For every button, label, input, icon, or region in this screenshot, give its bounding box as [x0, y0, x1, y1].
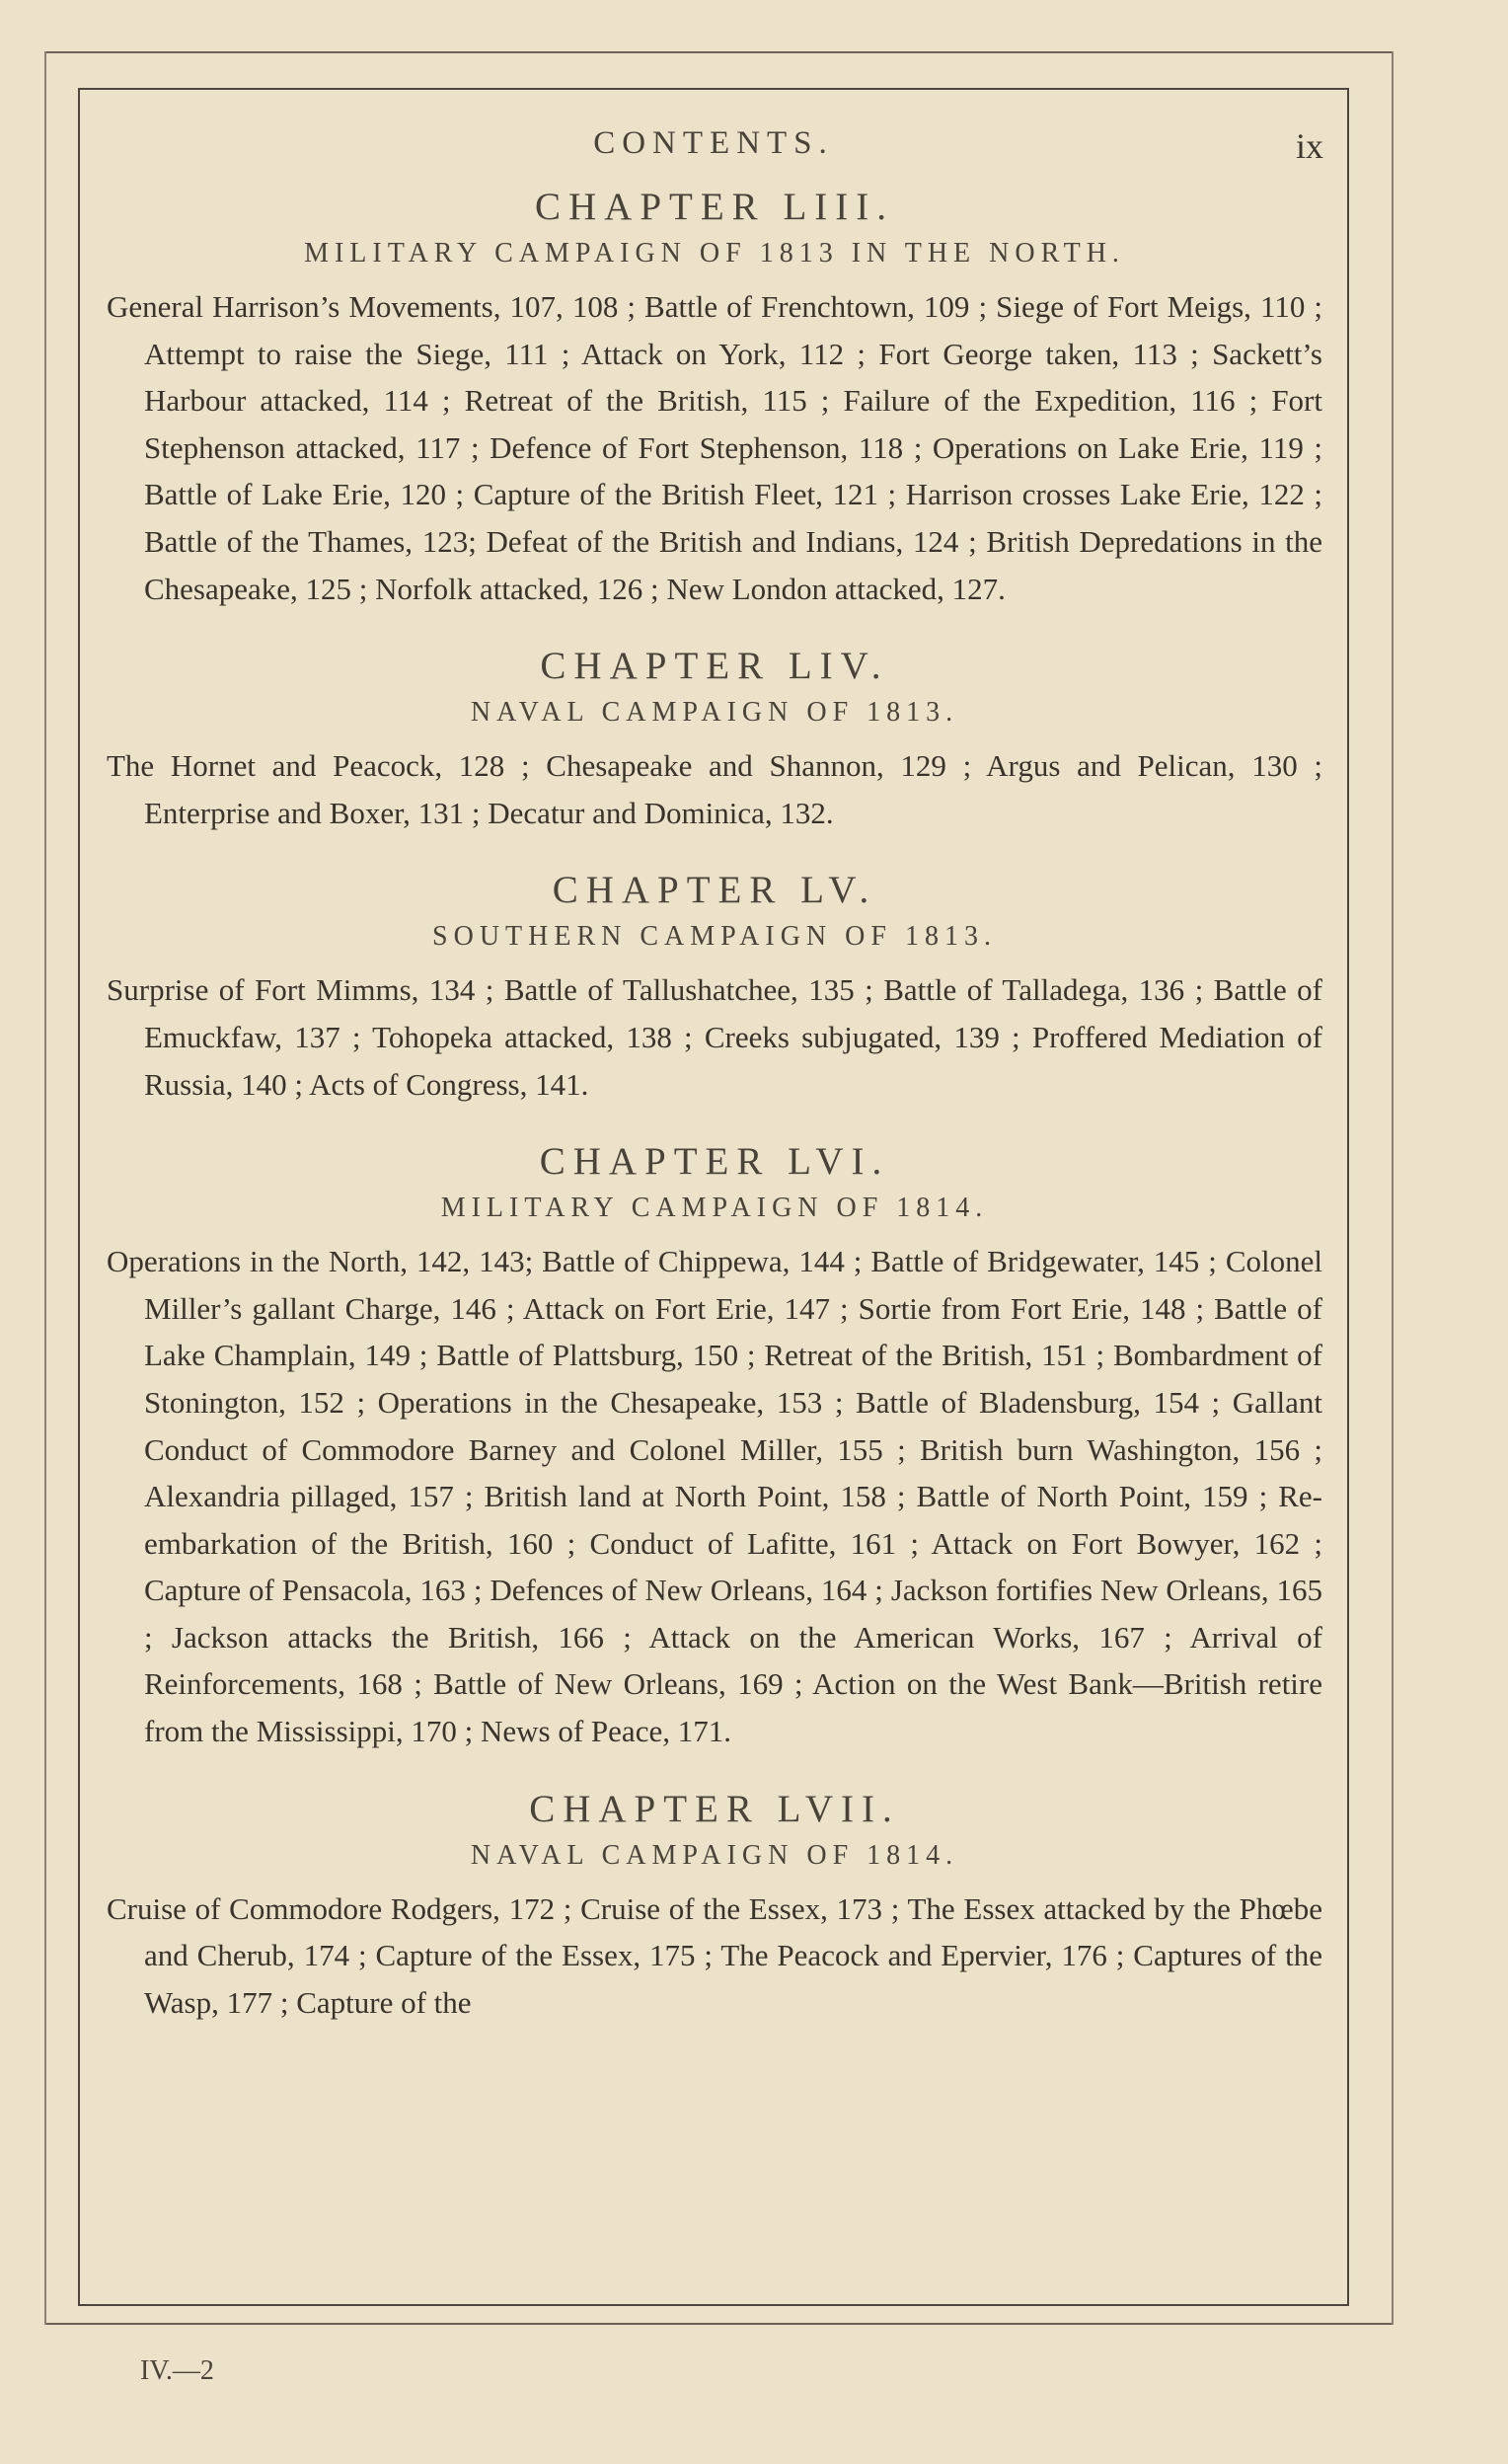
chapter-56: [107, 1137, 1322, 1755]
section-gap: [107, 836, 1322, 866]
section-gap: [107, 612, 1322, 642]
running-head-title: CONTENTS.: [593, 125, 834, 161]
chapter-summary: Cruise of Commodore Rodgers, 172 ; Cruise of the Essex, 173 ; The Essex attacked by the Phœbe and Cherub, 174 ; Capture of the Essex, 175 ; The Peacock and Epervier, 176 ; Captures of the Wasp, 177 ; Capture of the: [107, 1890, 1322, 2020]
page-frame: [78, 88, 1349, 2306]
chapter-subtitle: MILITARY CAMPAIGN OF 1814.: [440, 1193, 989, 1224]
section-gap: [107, 1755, 1322, 1785]
chapter-55: [107, 866, 1322, 1108]
signature-mark: IV.—2: [140, 2355, 214, 2386]
chapter-summary: The Hornet and Peacock, 128 ; Chesapeake and Shannon, 129 ; Argus and Pelican, 130 ; Enterprise and Boxer, 131 ; Decatur and Dominica, 132.: [107, 748, 1322, 830]
outer-rule-left: [44, 51, 46, 2325]
chapter-54: [107, 642, 1322, 836]
chapter-summary: Operations in the North, 142, 143; Battle of Chippewa, 144 ; Battle of Bridgewater, 145 ; Colonel Miller’s gallant Charge, 146 ; Attack on Fort Erie, 147 ; Sortie from Fort Erie, 148 ; Battle of Lake Champlain, 149 ; Battle of Plattsburg, 150 ; Retreat of the British, 151 ; Bombardment of Stonington, 152 ; Operations in the Chesapeake, 153 ; Battle of Bladensburg, 154 ; Gallant Conduct of Commodore Barney and Colonel Miller, 155 ; British burn Washington, 156 ; Alexandria pillaged, 157 ; British land at North Point, 158 ; Battle of North Point, 159 ; Re-embarkation of the British, 160 ; Conduct of Lafitte, 161 ; Attack on Fort Bowyer, 162 ; Capture of Pensacola, 163 ; Defences of New Orleans, 164 ; Jackson fortifies New Orleans, 165 ; Jackson attacks the British, 166 ; Attack on the American Works, 167 ; Arrival of Reinforcements, 168 ; Battle of New Orleans, 169 ; Action on the West Bank—British retire from the Mississippi, 170 ; News of Peace, 171.: [107, 1244, 1322, 1749]
page-number: ix: [1295, 126, 1323, 166]
outer-rule-bottom: [44, 2323, 1392, 2325]
chapter-subtitle: SOUTHERN CAMPAIGN OF 1813.: [432, 921, 997, 953]
contents-body: [107, 183, 1322, 2026]
running-head: [80, 125, 1347, 165]
chapter-summary: General Harrison’s Movements, 107, 108 ; Battle of Frenchtown, 109 ; Siege of Fort Meigs, 110 ; Attempt to raise the Siege, 111 ; Attack on York, 112 ; Fort George taken, 113 ; Sackett’s Harbour attacked, 114 ; Retreat of the British, 115 ; Failure of the Expedition, 116 ; Fort Stephenson attacked, 117 ; Defence of Fort Stephenson, 118 ; Operations on Lake Erie, 119 ; Battle of Lake Erie, 120 ; Capture of the British Fleet, 121 ; Harrison crosses Lake Erie, 122 ; Battle of the Thames, 123; Defeat of the British and Indians, 124 ; British Depredations in the Chesapeake, 125 ; Norfolk attacked, 126 ; New London attacked, 127.: [107, 289, 1322, 606]
outer-rule-top: [44, 51, 1392, 53]
chapter-subtitle: MILITARY CAMPAIGN OF 1813 IN THE NORTH.: [304, 238, 1125, 269]
chapter-heading: CHAPTER LVII.: [529, 1787, 900, 1830]
chapter-57: [107, 1785, 1322, 2027]
outer-rule-right: [1392, 51, 1394, 2325]
chapter-53: [107, 183, 1322, 612]
chapter-heading: CHAPTER LIII.: [535, 186, 894, 228]
chapter-subtitle: NAVAL CAMPAIGN OF 1813.: [470, 697, 959, 729]
chapter-heading: CHAPTER LV.: [552, 869, 877, 912]
chapter-heading: CHAPTER LVI.: [539, 1140, 890, 1184]
section-gap: [107, 1108, 1322, 1137]
chapter-heading: CHAPTER LIV.: [540, 645, 889, 688]
chapter-summary: Surprise of Fort Mimms, 134 ; Battle of Tallushatchee, 135 ; Battle of Talladega, 136 ; Battle of Emuckfaw, 137 ; Tohopeka attacked, 138 ; Creeks subjugated, 139 ; Proffered Mediation of Russia, 140 ; Acts of Congress, 141.: [107, 972, 1322, 1102]
chapter-subtitle: NAVAL CAMPAIGN OF 1814.: [470, 1839, 959, 1871]
